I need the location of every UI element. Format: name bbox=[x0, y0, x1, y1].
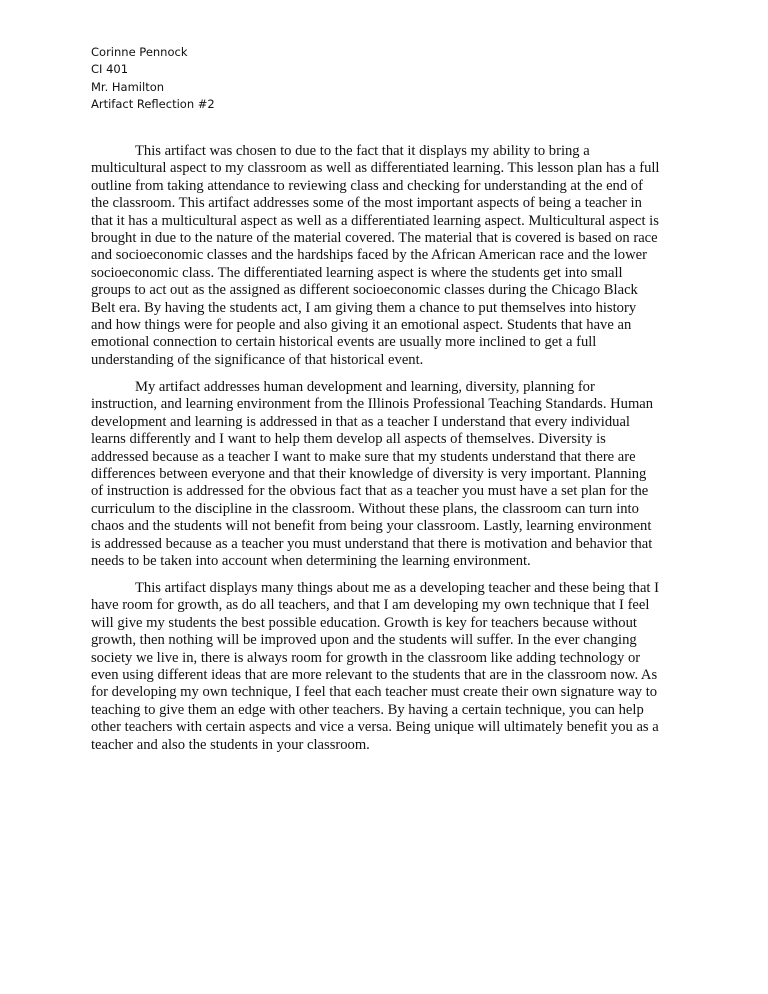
text-line: This artifact was chosen to due to the fact that it displays my ability to bring a bbox=[135, 143, 590, 159]
document-header bbox=[91, 44, 215, 113]
instructor-name: Mr. Hamilton bbox=[91, 79, 165, 94]
text-line: understanding of the significance of that historical event. bbox=[91, 351, 424, 368]
text-line: teaching to give them an edge with other teachers. By having a certain technique, you can help bbox=[91, 701, 644, 718]
text-line: differences between everyone and that their knowledge of diversity is very important. Planning bbox=[91, 465, 647, 482]
text-line: needs to be taken into account when determining the learning environment. bbox=[91, 552, 531, 569]
document-body bbox=[91, 143, 681, 764]
text-line: instruction, and learning environment from the Illinois Professional Teaching Standards. Human bbox=[91, 396, 654, 413]
text-line: curriculum to the discipline in the classroom. Without these plans, the classroom can turn into bbox=[91, 500, 639, 517]
text-line: development and learning is addressed in that as a teacher I understand that every individual bbox=[91, 413, 630, 430]
text-line: will give my students the best possible education. Growth is key for teachers because without bbox=[91, 614, 637, 631]
text-line: This artifact displays many things about me as a developing teacher and these being that I bbox=[135, 579, 659, 596]
text-line: chaos and the students will not benefit from being your classroom. Lastly, learning environment bbox=[91, 518, 652, 535]
text-line: groups to act out as the assigned as different socioeconomic classes during the Chicago Black bbox=[91, 282, 638, 299]
paragraph bbox=[91, 580, 681, 754]
text-line: Belt era. By having the students act, I am giving them a chance to put themselves into history bbox=[91, 299, 637, 316]
text-line: is addressed because as a teacher you must understand that there is motivation and behavior that bbox=[91, 535, 653, 552]
text-line: for developing my own technique, I feel that each teacher must create their own signature way to bbox=[91, 684, 658, 701]
text-line: emotional connection to certain historical events are usually more inclined to get a full bbox=[91, 334, 597, 351]
text-line: multicultural aspect to my classroom as well as differentiated learning. This lesson plan has a full bbox=[91, 160, 660, 177]
paragraph bbox=[91, 143, 681, 369]
author-name: Corinne Pennock bbox=[91, 45, 188, 59]
text-line: have room for growth, as do all teachers, and that I am developing my own technique that I feel bbox=[91, 597, 650, 614]
text-line: teacher and also the students in your classroom. bbox=[91, 736, 370, 753]
course-code: CI 401 bbox=[91, 62, 129, 77]
text-line: addressed because as a teacher I want to make sure that my students understand that there are bbox=[91, 448, 636, 465]
text-line: even using different ideas that are more relevant to the students that are in the classroom now. As bbox=[91, 666, 658, 683]
text-line: that it has a multicultural aspect as well as a differentiated learning aspect. Multicultural aspect is bbox=[91, 212, 659, 229]
text-line: of instruction is addressed for the obvious fact that as a teacher you must have a set plan for the bbox=[91, 483, 649, 500]
text-line: outline from taking attendance to reviewing class and checking for understanding at the end of bbox=[91, 177, 643, 194]
text-line: My artifact addresses human development and learning, diversity, planning for bbox=[135, 378, 595, 395]
paragraph bbox=[91, 379, 681, 570]
text-line: socioeconomic class. The differentiated learning aspect is where the students get into small bbox=[91, 264, 623, 281]
document-title: Artifact Reflection #2 bbox=[91, 96, 215, 111]
text-line: and how things were for people and also giving it an emotional aspect. Students that have an bbox=[91, 317, 632, 334]
text-line: society we live in, there is always room for growth in the classroom like adding technology or bbox=[91, 649, 641, 666]
text-line: learns differently and I want to help them develop all aspects of themselves. Diversity is bbox=[91, 431, 606, 448]
text-line: and socioeconomic classes and the hardships faced by the African American race and the lower bbox=[91, 247, 647, 264]
text-line: growth, then nothing will be improved upon and the students will suffer. In the ever changing bbox=[91, 632, 637, 649]
text-line: the classroom. This artifact addresses some of the most important aspects of being a teacher in bbox=[91, 195, 642, 212]
text-line: other teachers with certain aspects and vice a versa. Being unique will ultimately benefit you as a bbox=[91, 719, 659, 736]
text-line: brought in due to the nature of the material covered. The material that is covered is based on race bbox=[91, 230, 658, 247]
